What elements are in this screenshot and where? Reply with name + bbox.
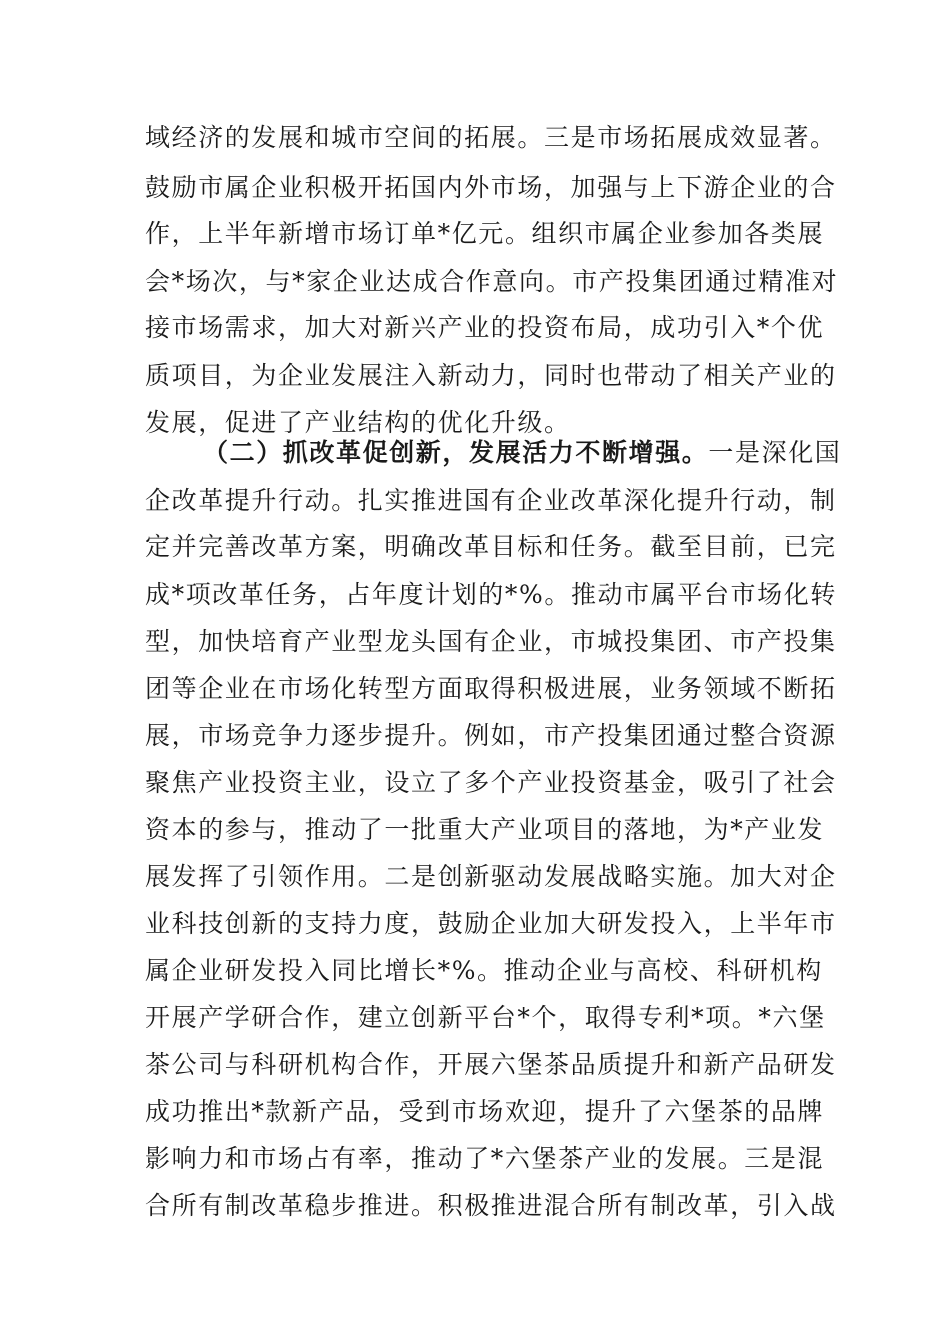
- text-line: 发展，促进了产业结构的优化升级。: [145, 408, 571, 437]
- text-line: 接市场需求，加大对新兴产业的投资布局，成功引入*个优: [145, 313, 825, 342]
- section-heading: （二）抓改革促创新，发展活力不断增强。: [203, 438, 709, 467]
- section-heading-rest: 一是深化国: [708, 438, 842, 467]
- text-line: 资本的参与，推动了一批重大产业项目的落地，为*产业发: [145, 815, 825, 844]
- text-line: 域经济的发展和城市空间的拓展。三是市场拓展成效显著。: [145, 123, 837, 152]
- text-line: 成功推出*款新产品，受到市场欢迎，提升了六堡茶的品牌: [145, 1097, 825, 1126]
- text-line: 茶公司与科研机构合作，开展六堡茶品质提升和新产品研发: [145, 1050, 837, 1079]
- text-line: 质项目，为企业发展注入新动力，同时也带动了相关产业的: [145, 361, 837, 390]
- text-line: 鼓励市属企业积极开拓国内外市场，加强与上下游企业的合: [145, 173, 837, 202]
- text-line: 企改革提升行动。扎实推进国有企业改革深化提升行动，制: [145, 486, 837, 515]
- text-line: 开展产学研合作，建立创新平台*个，取得专利*项。*六堡: [145, 1003, 826, 1032]
- text-line: 影响力和市场占有率，推动了*六堡茶产业的发展。三是混: [145, 1144, 825, 1173]
- text-line: 展，市场竞争力逐步提升。例如，市产投集团通过整合资源: [145, 721, 837, 750]
- text-line: 作，上半年新增市场订单*亿元。组织市属企业参加各类展: [145, 219, 825, 248]
- text-line: 属企业研发投入同比增长*%。推动企业与高校、科研机构: [145, 956, 823, 985]
- section-heading-line: [203, 433, 841, 473]
- text-line: 合所有制改革稳步推进。积极推进混合所有制改革，引入战: [145, 1191, 837, 1220]
- text-line: 聚焦产业投资主业，设立了多个产业投资基金，吸引了社会: [145, 768, 837, 797]
- text-line: 型，加快培育产业型龙头国有企业，市城投集团、市产投集: [145, 627, 837, 656]
- text-line: 定并完善改革方案，明确改革目标和任务。截至目前，已完: [145, 532, 837, 561]
- text-line: 会*场次，与*家企业达成合作意向。市产投集团通过精准对: [145, 267, 839, 296]
- text-line: 展发挥了引领作用。二是创新驱动发展战略实施。加大对企: [145, 862, 837, 891]
- text-line: 业科技创新的支持力度，鼓励企业加大研发投入，上半年市: [145, 909, 837, 938]
- text-line: 团等企业在市场化转型方面取得积极进展，业务领域不断拓: [145, 674, 837, 703]
- text-line: 成*项改革任务，占年度计划的*%。推动市属平台市场化转: [145, 580, 837, 609]
